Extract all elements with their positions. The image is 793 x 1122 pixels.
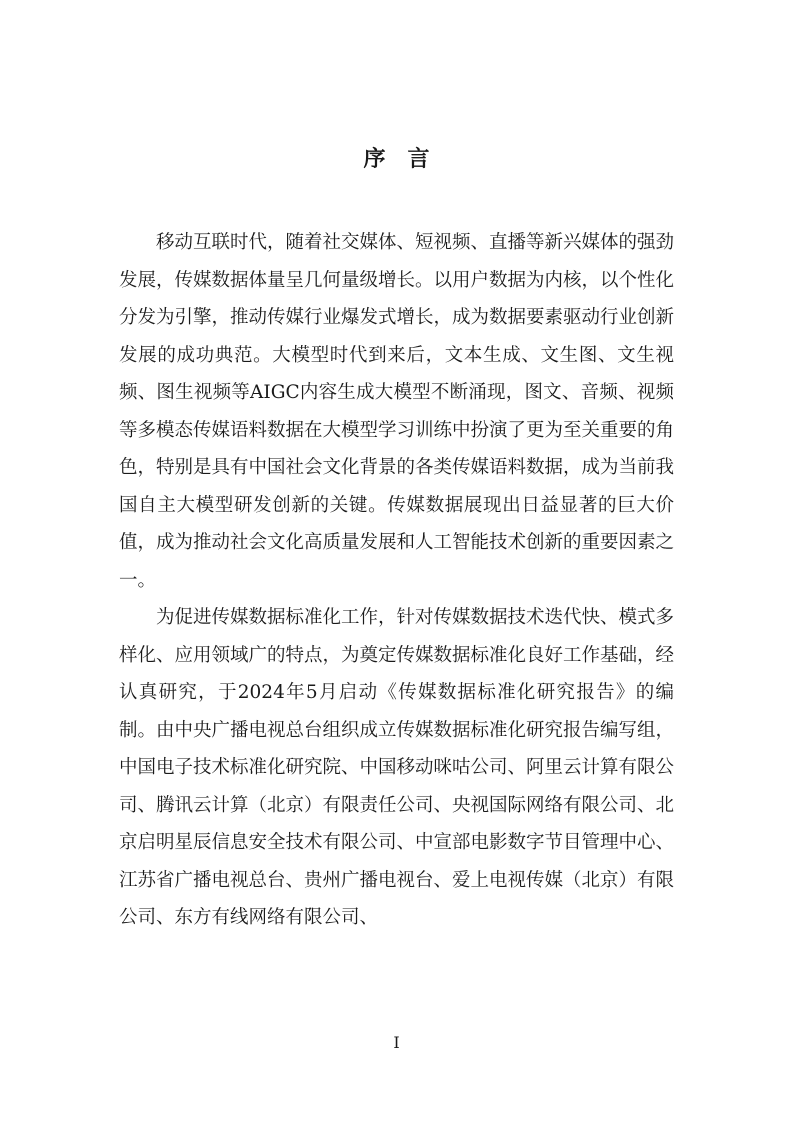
body-text (119, 224, 674, 937)
page-title: 序言 (363, 146, 452, 172)
paragraph-2: 为促进传媒数据标准化工作，针对传媒数据技术迭代快、模式多样化、应用领域广的特点，为奠定传媒数据标准化良好工作基础，经认真研究，于2024年5月启动《传媒数据标准化研究报告》的编制。由中央广播电视总台组织成立传媒数据标准化研究报告编写组，中国电子技术标准化研究院、中国移动咪咕公司、阿里云计算有限公司、腾讯云计算（北京）有限责任公司、央视国际网络有限公司、北京启明星辰信息安全技术有限公司、中宣部电影数字节目管理中心、江苏省广播电视总台、贵州广播电视台、爱上电视传媒（北京）有限公司、东方有线网络有限公司、 (119, 607, 675, 928)
paragraph-1: 移动互联时代，随着社交媒体、短视频、直播等新兴媒体的强劲发展，传媒数据体量呈几何量级增长。以用户数据为内核，以个性化分发为引擎，推动传媒行业爆发式增长，成为数据要素驱动行业创新发展的成功典范。大模型时代到来后，文本生成、文生图、文生视频、图生视频等AIGC内容生成大模型不断涌现，图文、音频、视频等多模态传媒语料数据在大模型学习训练中扮演了更为至关重要的角色，特别是具有中国社会文化背景的各类传媒语料数据，成为当前我国自主大模型研发创新的关键。传媒数据展现出日益显著的巨大价值，成为推动社会文化高质量发展和人工智能技术创新的重要因素之一。 (119, 232, 675, 591)
page-number: I (393, 1033, 400, 1052)
